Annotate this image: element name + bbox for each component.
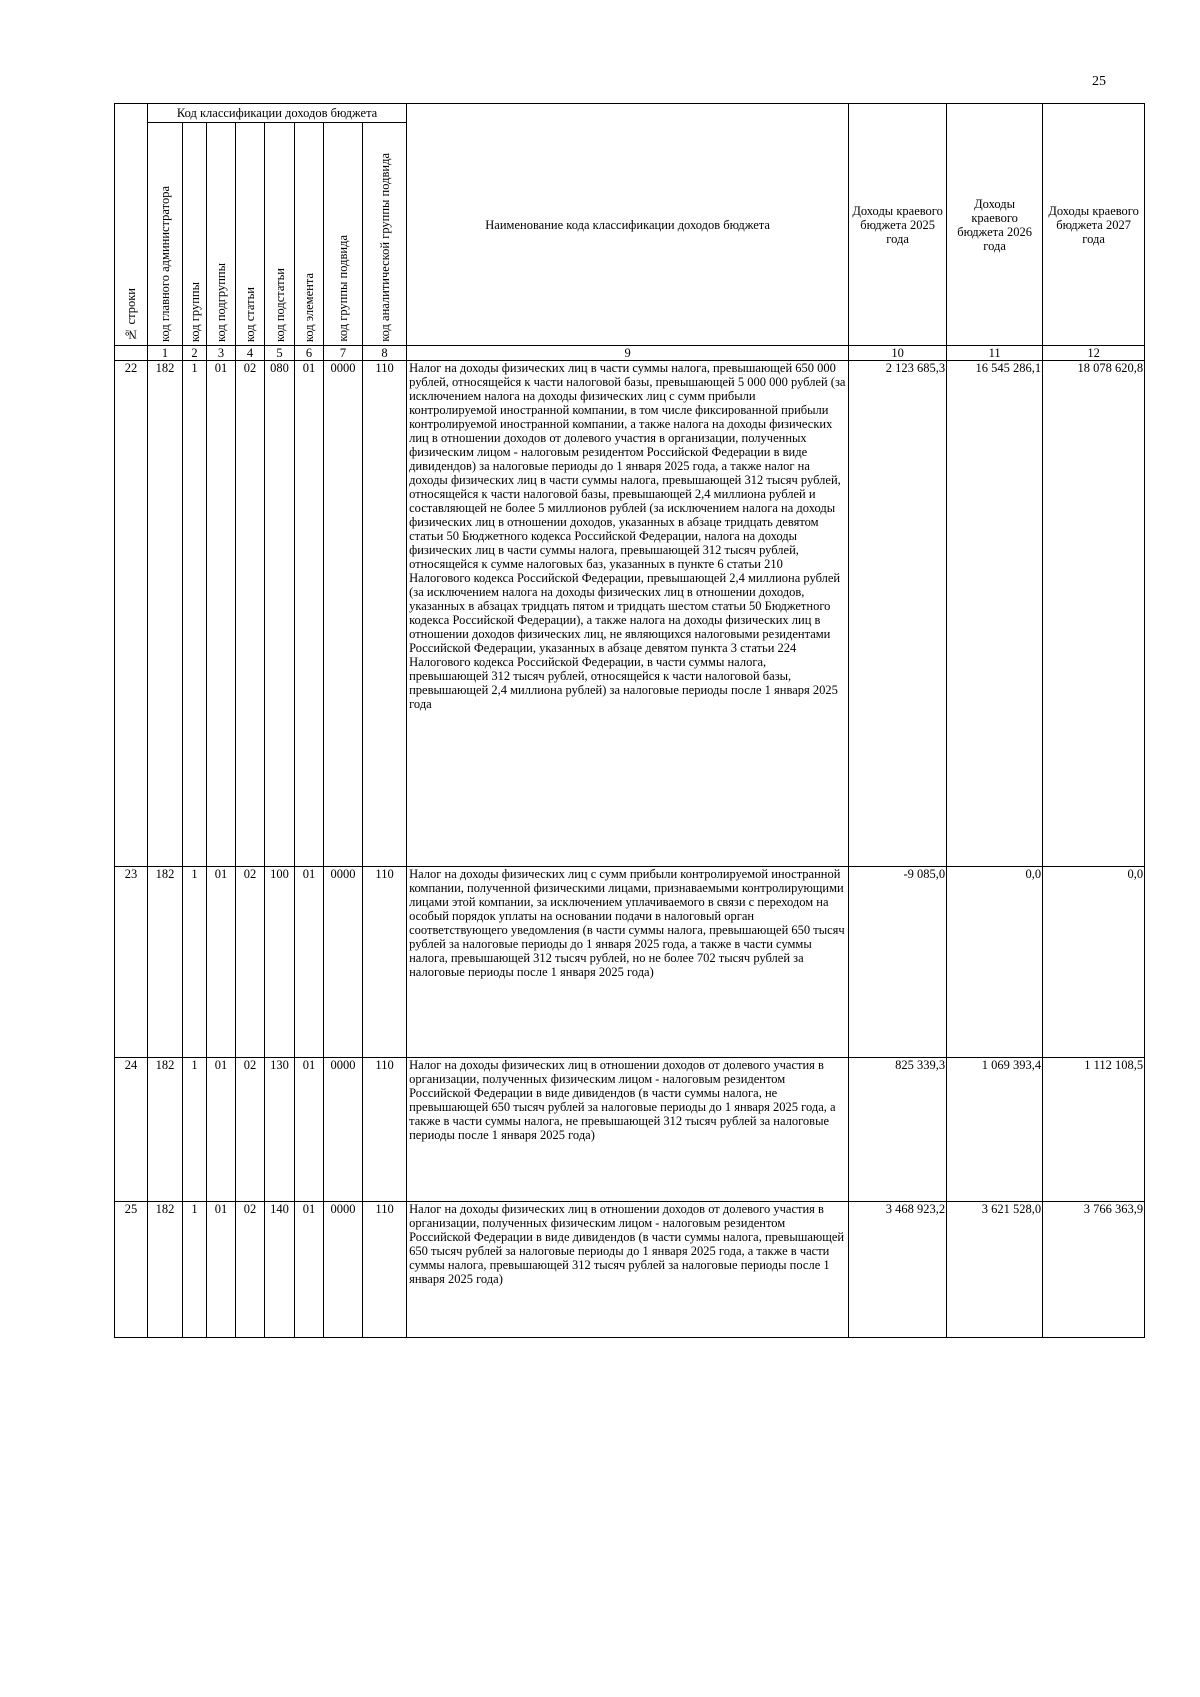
subgroup-code: 01 — [207, 361, 236, 867]
admin-code: 182 — [148, 1058, 183, 1202]
subarticle-code: 130 — [265, 1058, 295, 1202]
admin-code: 182 — [148, 361, 183, 867]
income-2026: 3 621 528,0 — [947, 1202, 1043, 1338]
header-income-2026: Доходы краевого бюджета 2026 года — [947, 104, 1043, 346]
group-code: 1 — [183, 1058, 207, 1202]
group-code: 1 — [183, 361, 207, 867]
subtype-group-code: 0000 — [324, 867, 363, 1058]
table-row — [115, 867, 1145, 1058]
article-code: 02 — [236, 1058, 265, 1202]
income-2025: 3 468 923,2 — [849, 1202, 947, 1338]
header-row-number: № строки — [115, 104, 148, 346]
budget-income-table — [114, 103, 1145, 1338]
group-code: 1 — [183, 867, 207, 1058]
column-number — [115, 346, 148, 361]
header-subgroup-code: код подгруппы — [207, 123, 236, 346]
article-code: 02 — [236, 867, 265, 1058]
income-2026: 1 069 393,4 — [947, 1058, 1043, 1202]
income-2025: 2 123 685,3 — [849, 361, 947, 867]
column-number: 12 — [1043, 346, 1145, 361]
header-classification-group: Код классификации доходов бюджета — [148, 104, 407, 123]
header-analytic-group-code: код аналитической группы подвида — [363, 123, 407, 346]
income-name: Налог на доходы физических лиц в части суммы налога, превышающей 650 000 рублей, относящейся к части налоговой базы, превышающей 5 000 000 рублей (за исключением налога на доходы физических лиц с сумм прибыли контролируемой иностранной компании, в том числе фиксированной прибыли контролируемой иностранной компании, а также налога на доходы физических лиц в отношении доходов от долевого участия в организации, полученных физическим лицом - налоговым резидентом Российской Федерации в виде дивидендов) за налоговые периоды до 1 января 2025 года, а также налог на доходы физических лиц в части суммы налога, превышающей 312 тысяч рублей, относящейся к части налоговой базы, превышающей 2,4 миллиона рублей и составляющей не более 5 миллионов рублей (за исключением налога на доходы физических лиц в отношении доходов, указанных в абзаце тридцать девятом статьи 50 Бюджетного кодекса Российской Федерации, налога на доходы физических лиц в части суммы налога, превышающей 312 тысяч рублей, относящейся к сумме налоговых баз, указанных в пункте 6 статьи 210 Налогового кодекса Российской Федерации, превышающей 2,4 миллиона рублей (за исключением налога на доходы физических лиц в отношении доходов, указанных в абзацах тридцать пятом и тридцать шестом статьи 50 Бюджетного кодекса Российской Федерации), а также налога на доходы физических лиц в отношении доходов физических лиц, не являющихся налоговыми резидентами Российской Федерации, указанных в абзаце девятом пункта 3 статьи 224 Налогового кодекса Российской Федерации, в части суммы налога, превышающей 312 тысяч рублей, относящейся к части налоговой базы, превышающей 2,4 миллиона рублей) за налоговые периоды после 1 января 2025 года — [407, 361, 849, 867]
row-number: 24 — [115, 1058, 148, 1202]
analytic-group-code: 110 — [363, 867, 407, 1058]
income-2026: 16 545 286,1 — [947, 361, 1043, 867]
header-income-2025: Доходы краевого бюджета 2025 года — [849, 104, 947, 346]
analytic-group-code: 110 — [363, 1202, 407, 1338]
header-subarticle-code: код подстатьи — [265, 123, 295, 346]
column-number: 6 — [295, 346, 324, 361]
column-numbers-row — [115, 346, 1145, 361]
row-number: 25 — [115, 1202, 148, 1338]
element-code: 01 — [295, 1058, 324, 1202]
subtype-group-code: 0000 — [324, 1202, 363, 1338]
subtype-group-code: 0000 — [324, 1058, 363, 1202]
subgroup-code: 01 — [207, 1202, 236, 1338]
group-code: 1 — [183, 1202, 207, 1338]
income-2025: -9 085,0 — [849, 867, 947, 1058]
column-number: 11 — [947, 346, 1043, 361]
column-number: 7 — [324, 346, 363, 361]
income-name: Налог на доходы физических лиц в отношении доходов от долевого участия в организации, полученных физическим лицом - налоговым резидентом Российской Федерации в виде дивидендов (в части суммы налога, не превышающей 650 тысяч рублей за налоговые периоды до 1 января 2025 года, а также в части суммы налога, не превышающей 312 тысяч рублей за налоговые периоды после 1 января 2025 года) — [407, 1058, 849, 1202]
table-row — [115, 1202, 1145, 1338]
analytic-group-code: 110 — [363, 1058, 407, 1202]
header-subtype-group-code: код группы подвида — [324, 123, 363, 346]
element-code: 01 — [295, 867, 324, 1058]
header-admin-code: код главного администратора — [148, 123, 183, 346]
income-2027: 18 078 620,8 — [1043, 361, 1145, 867]
table-row — [115, 1058, 1145, 1202]
subarticle-code: 080 — [265, 361, 295, 867]
column-number: 4 — [236, 346, 265, 361]
row-number: 22 — [115, 361, 148, 867]
header-income-2027: Доходы краевого бюджета 2027 года — [1043, 104, 1145, 346]
column-number: 1 — [148, 346, 183, 361]
income-2027: 0,0 — [1043, 867, 1145, 1058]
income-name: Налог на доходы физических лиц с сумм прибыли контролируемой иностранной компании, полученной физическими лицами, признаваемыми контролирующими лицами этой компании, за исключением уплачиваемого в связи с переходом на особый порядок уплаты на основании подачи в налоговый орган соответствующего уведомления (в части суммы налога, превышающей 650 тысяч рублей за налоговые периоды до 1 января 2025 года, а также в части суммы налога, превышающей 312 тысяч рублей, но не более 702 тысяч рублей за налоговые периоды после 1 января 2025 года) — [407, 867, 849, 1058]
column-number: 5 — [265, 346, 295, 361]
subarticle-code: 100 — [265, 867, 295, 1058]
table-row — [115, 361, 1145, 867]
income-2027: 3 766 363,9 — [1043, 1202, 1145, 1338]
page-number: 25 — [1092, 74, 1106, 89]
column-number: 3 — [207, 346, 236, 361]
admin-code: 182 — [148, 867, 183, 1058]
header-name: Наименование кода классификации доходов бюджета — [407, 104, 849, 346]
element-code: 01 — [295, 361, 324, 867]
header-group-code: код группы — [183, 123, 207, 346]
income-2027: 1 112 108,5 — [1043, 1058, 1145, 1202]
income-2025: 825 339,3 — [849, 1058, 947, 1202]
column-number: 8 — [363, 346, 407, 361]
article-code: 02 — [236, 1202, 265, 1338]
subgroup-code: 01 — [207, 1058, 236, 1202]
analytic-group-code: 110 — [363, 361, 407, 867]
column-number: 2 — [183, 346, 207, 361]
income-name: Налог на доходы физических лиц в отношении доходов от долевого участия в организации, полученных физическим лицом - налоговым резидентом Российской Федерации в виде дивидендов (в части суммы налога, превышающей 650 тысяч рублей за налоговые периоды до 1 января 2025 года, а также в части суммы налога, превышающей 312 тысяч рублей за налоговые периоды после 1 января 2025 года) — [407, 1202, 849, 1338]
income-2026: 0,0 — [947, 867, 1043, 1058]
row-number: 23 — [115, 867, 148, 1058]
subarticle-code: 140 — [265, 1202, 295, 1338]
header-element-code: код элемента — [295, 123, 324, 346]
admin-code: 182 — [148, 1202, 183, 1338]
column-number: 10 — [849, 346, 947, 361]
article-code: 02 — [236, 361, 265, 867]
subtype-group-code: 0000 — [324, 361, 363, 867]
element-code: 01 — [295, 1202, 324, 1338]
header-article-code: код статьи — [236, 123, 265, 346]
subgroup-code: 01 — [207, 867, 236, 1058]
column-number: 9 — [407, 346, 849, 361]
